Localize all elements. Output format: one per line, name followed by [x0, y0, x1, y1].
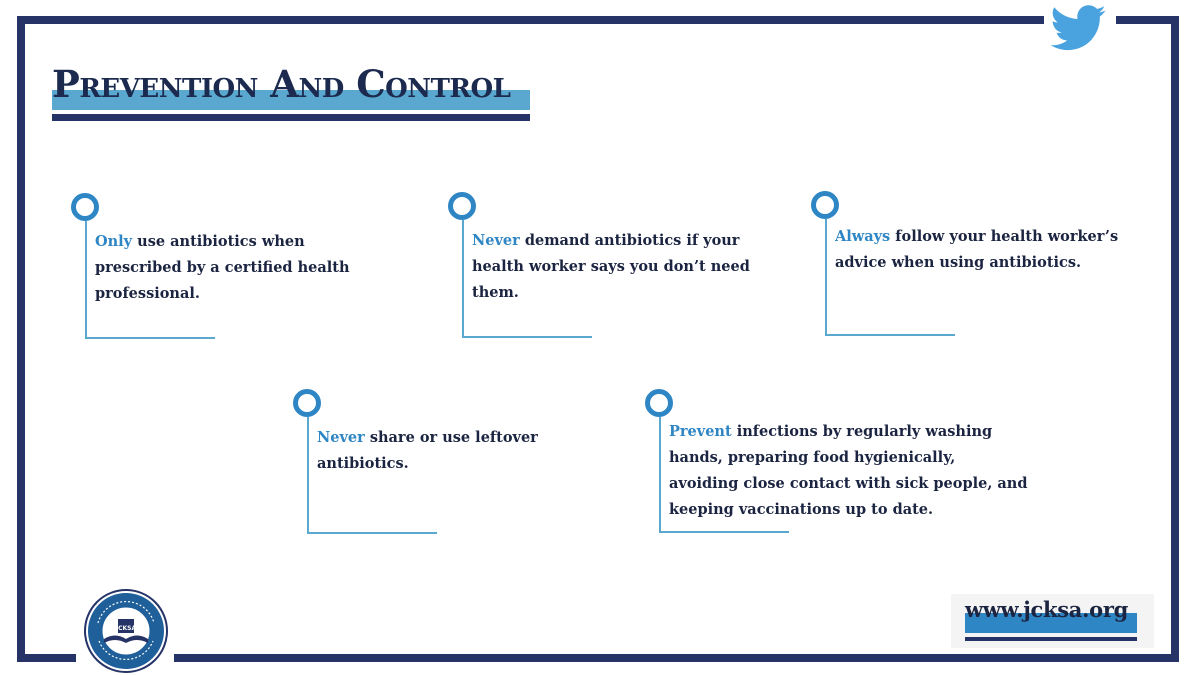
connector-horizontal — [462, 336, 592, 338]
item-keyword: Always — [835, 228, 891, 245]
title-block — [52, 62, 530, 124]
logo-initials: JCKSA — [115, 625, 137, 632]
item-description: share or use leftover antibiotics. — [317, 429, 538, 472]
connector-horizontal — [307, 532, 437, 534]
bullet-ring-icon — [448, 192, 476, 220]
item-keyword: Never — [472, 232, 520, 249]
title-underline — [52, 114, 530, 121]
item-text — [95, 229, 395, 307]
item-description: infections by regularly washing hands, preparing food hygienically, avoiding close contact with sick people, and keeping vaccinations up to date. — [669, 423, 1028, 518]
connector-vertical — [85, 221, 87, 338]
url-underline — [965, 637, 1137, 641]
item-text — [317, 425, 557, 477]
item-description: follow your health worker’s advice when using antibiotics. — [835, 228, 1119, 271]
twitter-icon[interactable] — [1049, 5, 1107, 51]
item-description: use antibiotics when prescribed by a certified health professional. — [95, 233, 350, 302]
item-text — [472, 228, 762, 306]
item-description: demand antibiotics if your health worker says you don’t need them. — [472, 232, 750, 301]
bullet-ring-icon — [71, 193, 99, 221]
website-link[interactable]: www.jcksa.org — [965, 597, 1128, 622]
item-keyword: Never — [317, 429, 365, 446]
item-keyword: Prevent — [669, 423, 732, 440]
item-text — [835, 224, 1135, 276]
connector-vertical — [307, 417, 309, 533]
connector-vertical — [659, 417, 661, 532]
item-keyword: Only — [95, 233, 133, 250]
connector-horizontal — [85, 337, 215, 339]
item-text — [669, 419, 1029, 523]
bullet-ring-icon — [811, 191, 839, 219]
connector-horizontal — [825, 334, 955, 336]
connector-vertical — [825, 219, 827, 335]
connector-horizontal — [659, 531, 789, 533]
connector-vertical — [462, 220, 464, 337]
jcksa-logo — [84, 589, 168, 673]
bullet-ring-icon — [645, 389, 673, 417]
bullet-ring-icon — [293, 389, 321, 417]
page-title: Prevention And Control — [52, 62, 511, 106]
